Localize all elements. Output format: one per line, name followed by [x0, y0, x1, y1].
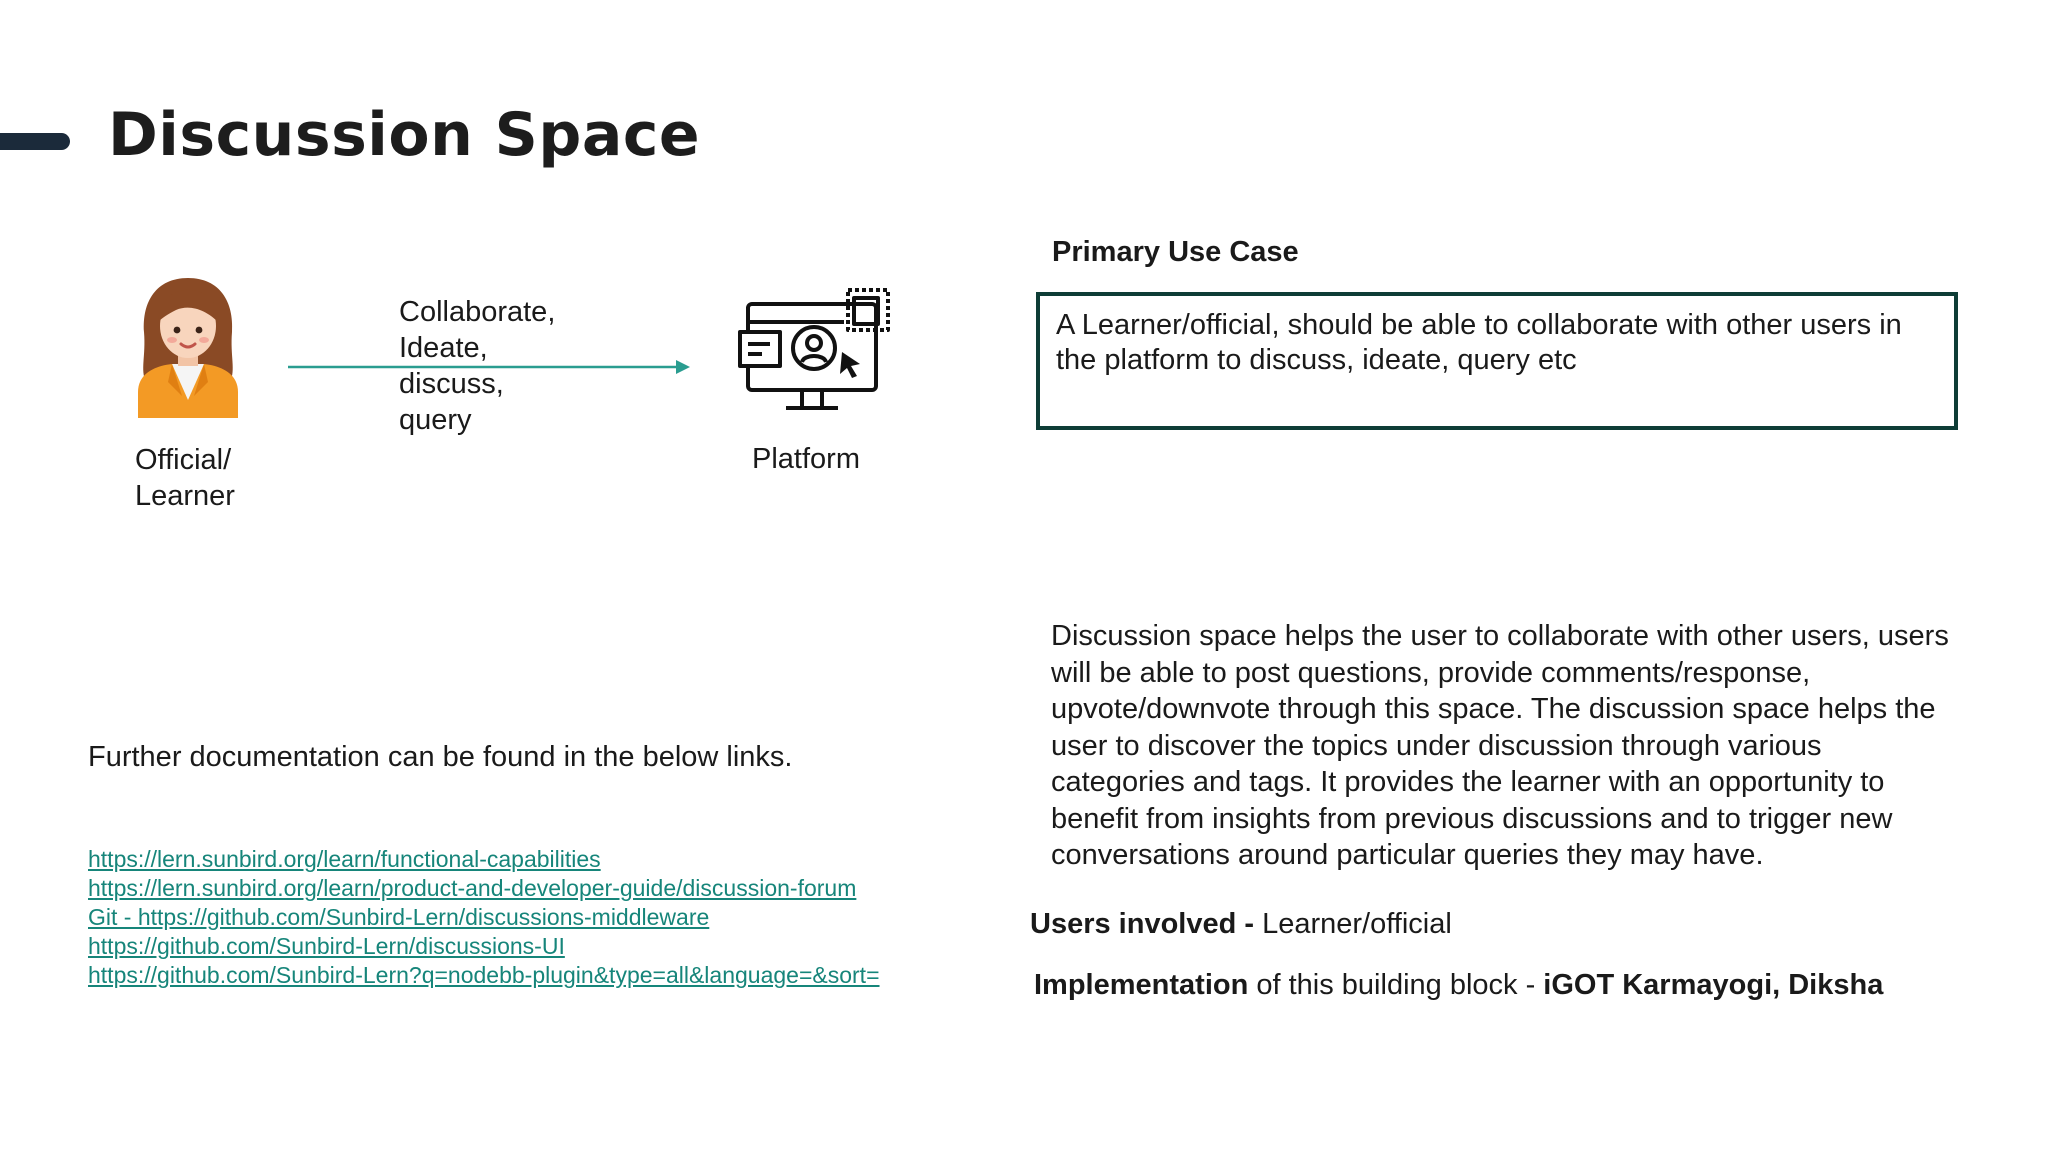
use-case-heading: Primary Use Case	[1052, 236, 1299, 268]
users-involved	[1030, 908, 1452, 941]
description-paragraph: Discussion space helps the user to collaborate with other users, users will be able to post questions, provide comments/response, upvote/downvote through this space. The discussion space helps the user to discover the topics under discussion through various categories and tags. It provides the learner with an opportunity to benefit from insights from previous discussions and to trigger new conversations around particular queries they may have.	[1051, 620, 1949, 871]
use-case-text: A Learner/official, should be able to collaborate with other users in the platform to discuss, ideate, query etc	[1056, 309, 1902, 376]
link-discussions-middleware[interactable]: Git - https://github.com/Sunbird-Lern/discussions-middleware	[88, 904, 710, 930]
learner-avatar-icon	[128, 270, 248, 418]
actor-label: Official/ Learner	[135, 444, 235, 512]
title-accent-bar	[0, 133, 70, 150]
implementation-line	[1034, 969, 1883, 1002]
users-involved-label: Users involved -	[1030, 908, 1263, 940]
arrow-label: Collaborate, Ideate, discuss, query	[399, 296, 556, 436]
documentation-intro: Further documentation can be found in the below links.	[88, 741, 793, 773]
users-involved-value: Learner/official	[1262, 908, 1452, 940]
implementation-label-rest: of this building block -	[1248, 969, 1544, 1001]
documentation-links	[88, 845, 880, 990]
implementation-value: iGOT Karmayogi, Diksha	[1543, 969, 1884, 1001]
platform-monitor-icon	[736, 288, 894, 413]
link-functional-capabilities[interactable]: https://lern.sunbird.org/learn/functional-capabilities	[88, 846, 601, 872]
link-discussion-forum-guide[interactable]: https://lern.sunbird.org/learn/product-and-developer-guide/discussion-forum	[88, 875, 857, 901]
link-nodebb-plugins[interactable]: https://github.com/Sunbird-Lern?q=nodebb-plugin&type=all&language=&sort=	[88, 962, 880, 988]
implementation-label: Implementation	[1034, 969, 1249, 1001]
platform-label: Platform	[752, 443, 860, 475]
link-discussions-ui[interactable]: https://github.com/Sunbird-Lern/discussions-UI	[88, 933, 565, 959]
use-case-box	[1036, 292, 1958, 430]
page-title: Discussion Space	[108, 100, 701, 170]
